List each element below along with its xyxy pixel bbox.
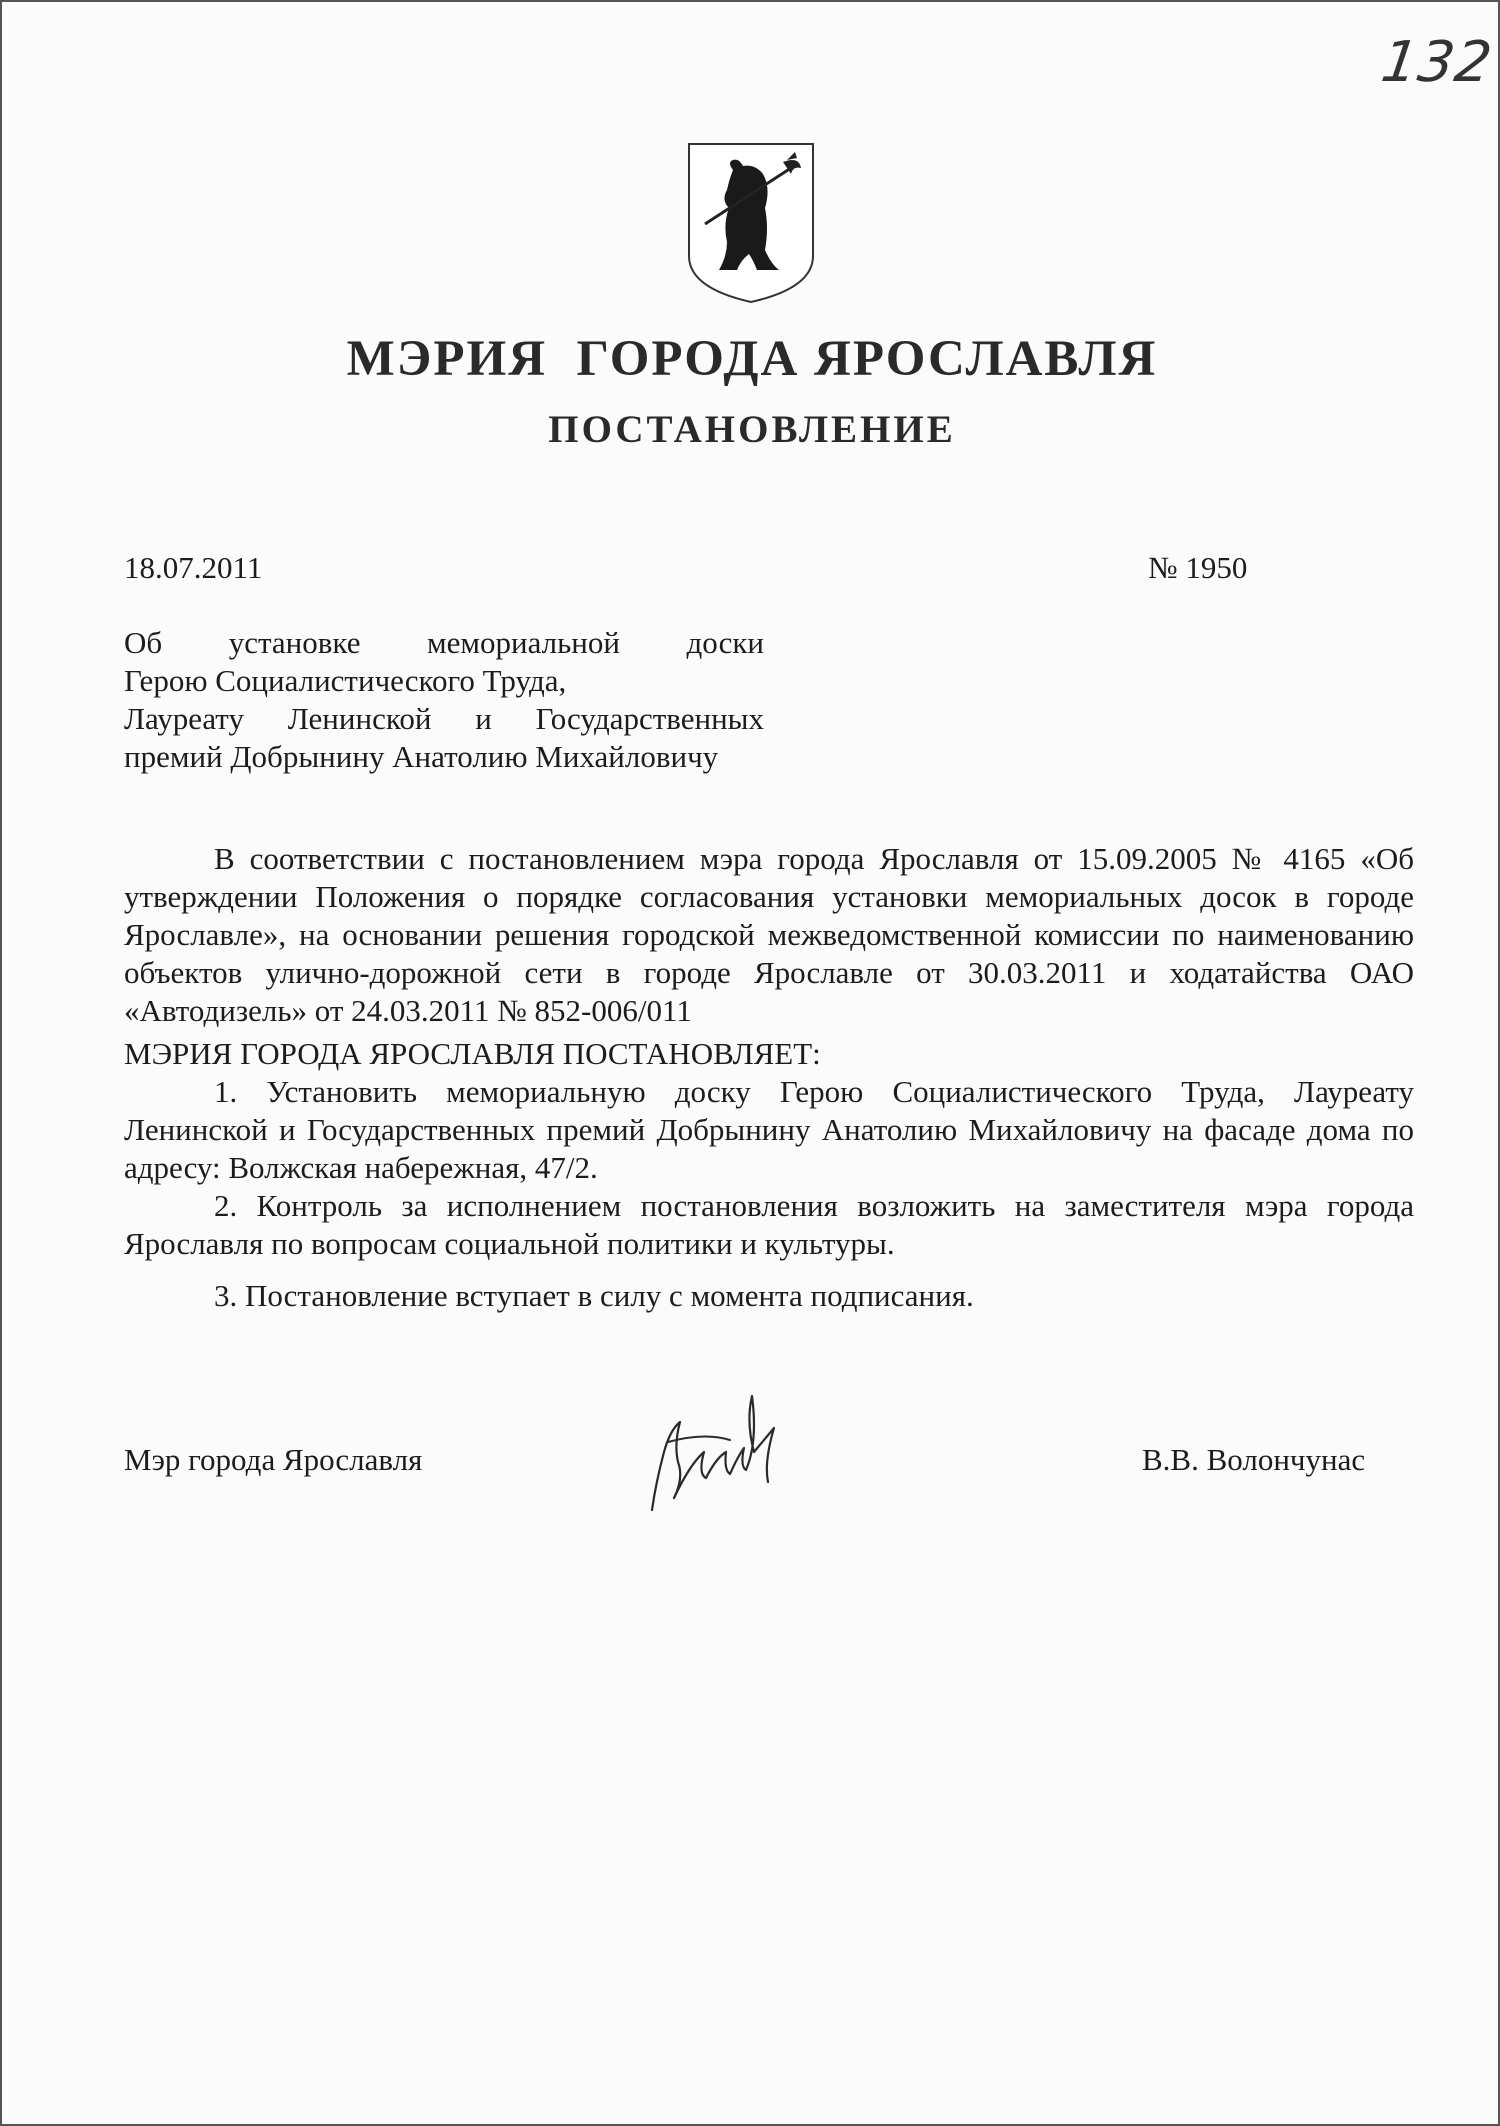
resolve-heading: МЭРИЯ ГОРОДА ЯРОСЛАВЛЯ ПОСТАНОВЛЯЕТ: bbox=[124, 1036, 821, 1071]
document-date: 18.07.2011 bbox=[124, 550, 263, 585]
subject-line: Герою Социалистического Труда, bbox=[124, 663, 567, 698]
coat-of-arms-icon bbox=[683, 138, 819, 308]
document-type: ПОСТАНОВЛЕНИЕ bbox=[548, 408, 956, 451]
subject-line: Об установке мемориальной доски bbox=[124, 625, 764, 660]
signature-icon bbox=[634, 1382, 804, 1522]
signatory-position: Мэр города Ярославля bbox=[124, 1442, 423, 1477]
resolution-item: 2. Контроль за исполнением постановления возложить на заместителя мэра города Ярославля по вопросам социальной политики и культуры. bbox=[124, 1188, 1414, 1261]
resolution-item: 1. Установить мемориальную доску Герою Социалистического Труда, Лауреату Ленинской и Государственных премий Добрынину Анатолию Михайловичу на фасаде дома по адресу: Волжская набережная, 47/2. bbox=[124, 1074, 1414, 1185]
subject-line: премий Добрынину Анатолию Михайловичу bbox=[124, 739, 719, 774]
document-subject bbox=[124, 624, 764, 776]
preamble-paragraph: В соответствии с постановлением мэра города Ярославля от 15.09.2005 № 4165 «Об утверждении Положения о порядке согласования установки мемориальных досок в городе Ярославле», на основании решения городской межведомственной комиссии по наименованию объектов улично-дорожной сети в городе Ярославле от 30.03.2011 и ходатайства ОАО «Автодизель» от 24.03.2011 № 852-006/011 bbox=[124, 841, 1414, 1028]
document-body bbox=[124, 840, 1414, 1315]
subject-line: Лауреату Ленинской и Государственных bbox=[124, 701, 764, 736]
resolution-item: 3. Постановление вступает в силу с момента подписания. bbox=[214, 1278, 974, 1313]
handwritten-page-number: 132 bbox=[1377, 30, 1497, 95]
organization-title: МЭРИЯ ГОРОДА ЯРОСЛАВЛЯ bbox=[346, 331, 1158, 387]
document-number: № 1950 bbox=[1148, 550, 1248, 585]
signatory-name: В.В. Волончунас bbox=[1142, 1442, 1366, 1477]
